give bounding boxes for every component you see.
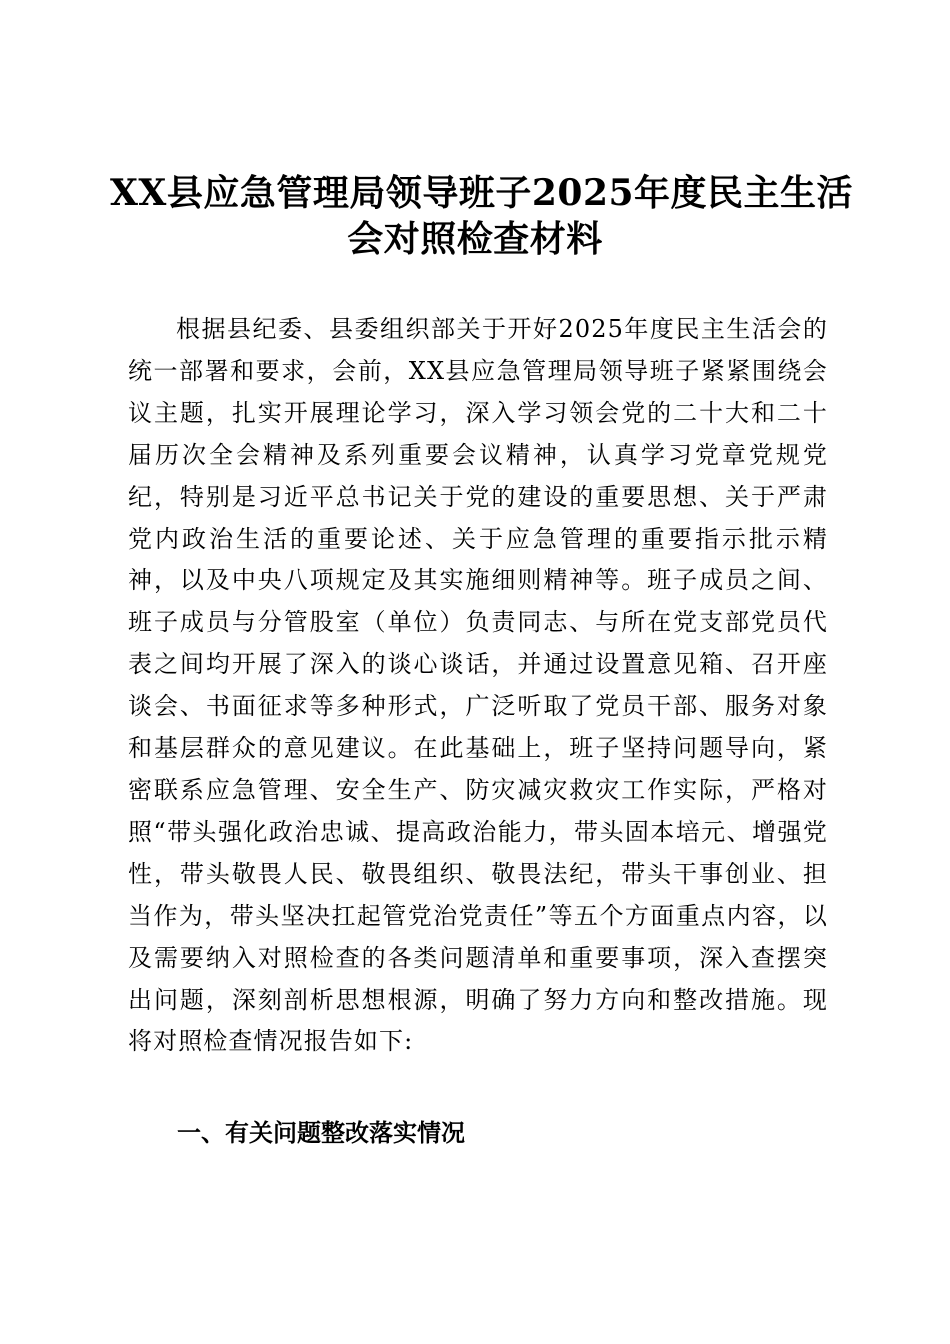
- section-heading: 一、有关问题整改落实情况: [177, 1119, 465, 1147]
- title-line-1: XX县应急管理局领导班子2025年度民主生活: [110, 172, 854, 214]
- document-title: [110, 170, 854, 262]
- title-line-2: 会对照检查材料: [347, 218, 603, 260]
- body-paragraph: 根据县纪委、县委组织部关于开好2025年度民主生活会的统一部署和要求，会前，XX县应急管理局领导班子紧紧围绕会议主题，扎实开展理论学习，深入学习领会党的二十大和二十届历次全会精神及系列重要会议精神，认真学习党章党规党纪，特别是习近平总书记关于党的建设的重要思想、关于严肃党内政治生活的重要论述、关于应急管理的重要指示批示精神，以及中央八项规定及其实施细则精神等。班子成员之间、班子成员与分管股室（单位）负责同志、与所在党支部党员代表之间均开展了深入的谈心谈话，并通过设置意见箱、召开座谈会、书面征求等多种形式，广泛听取了党员干部、服务对象和基层群众的意见建议。在此基础上，班子坚持问题导向，紧密联系应急管理、安全生产、防灾减灾救灾工作实际，严格对照“带头强化政治忠诚、提高政治能力，带头固本培元、增强党性，带头敬畏人民、敬畏组织、敬畏法纪，带头干事创业、担当作为，带头坚决扛起管党治党责任”等五个方面重点内容，以及需要纳入对照检查的各类问题清单和重要事项，深入查摆突出问题，深刻剖析思想根源，明确了努力方向和整改措施。现将对照检查情况报告如下:: [128, 315, 828, 1056]
